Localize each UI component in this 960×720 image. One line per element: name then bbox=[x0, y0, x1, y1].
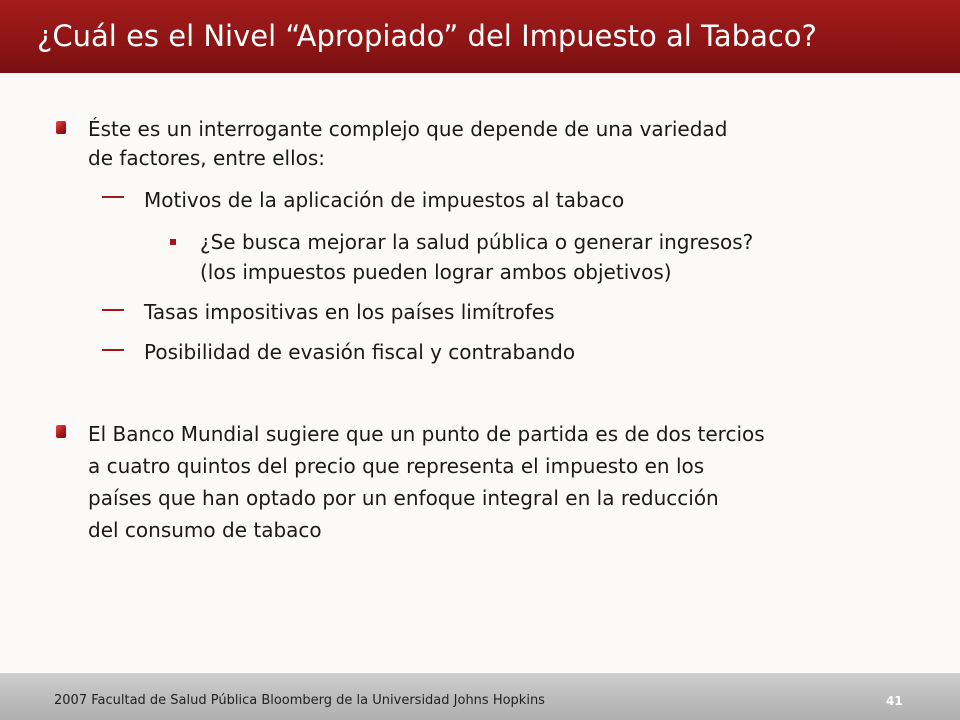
sub-sub-item-line-2: (los impuestos pueden lograr ambos objetivos) bbox=[200, 260, 672, 284]
bullet-2-line-1: El Banco Mundial sugiere que un punto de partida es de dos tercios bbox=[88, 422, 765, 446]
sub-sub-item-line-1: ¿Se busca mejorar la salud pública o generar ingresos? bbox=[200, 230, 754, 254]
dash-bullet-icon bbox=[102, 309, 124, 311]
bullet-2-line-3: países que han optado por un enfoque integral en la reducción bbox=[88, 486, 719, 510]
bullet-icon bbox=[56, 121, 66, 134]
square-bullet-icon bbox=[170, 239, 176, 245]
bullet-2-line-4: del consumo de tabaco bbox=[88, 518, 322, 542]
sub-item-2: Tasas impositivas en los países limítrofes bbox=[144, 300, 555, 324]
bullet-2-line-2: a cuatro quintos del precio que representa el impuesto en los bbox=[88, 454, 705, 478]
bullet-icon bbox=[56, 425, 66, 438]
page-number: 41 bbox=[886, 694, 903, 708]
sub-item-1: Motivos de la aplicación de impuestos al tabaco bbox=[144, 188, 625, 212]
dash-bullet-icon bbox=[102, 196, 124, 198]
footer-copyright: 2007 Facultad de Salud Pública Bloomberg de la Universidad Johns Hopkins bbox=[54, 693, 545, 708]
bullet-1-line-1: Éste es un interrogante complejo que depende de una variedad bbox=[88, 117, 728, 141]
slide-title: ¿Cuál es el Nivel “Apropiado” del Impuesto al Tabaco? bbox=[37, 19, 817, 53]
sub-item-3: Posibilidad de evasión fiscal y contrabando bbox=[144, 340, 576, 364]
dash-bullet-icon bbox=[102, 349, 124, 351]
bullet-1-line-2: de factores, entre ellos: bbox=[88, 146, 326, 170]
